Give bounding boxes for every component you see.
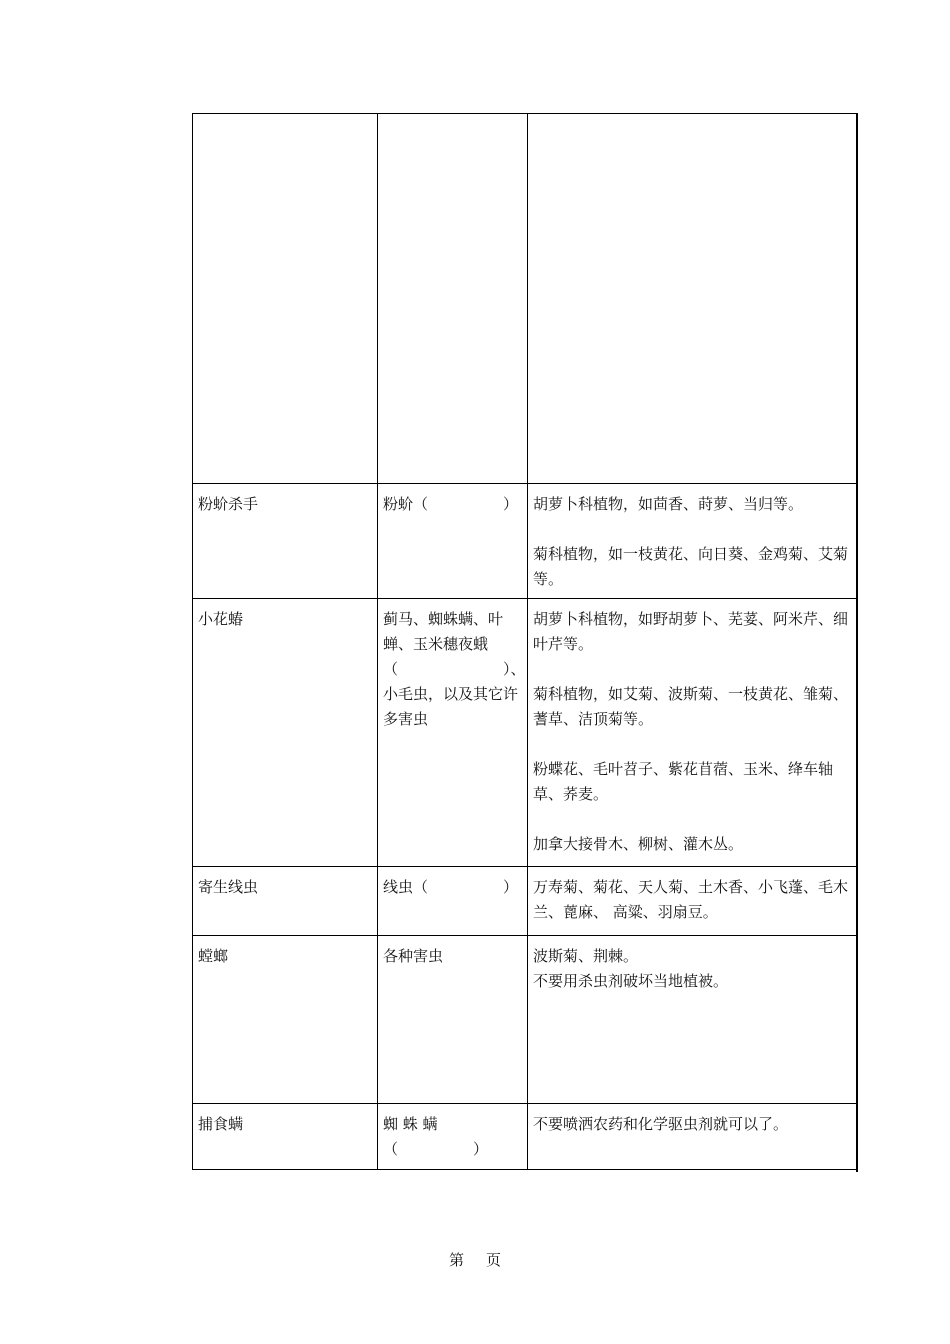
footer-label-right: 页 (486, 1251, 502, 1269)
plants-cell (528, 936, 857, 1104)
footer-label-left: 第 (448, 1251, 464, 1269)
prey-cell: 线虫（ ） (378, 867, 528, 936)
table-cell (528, 114, 857, 484)
plant-note: 万寿菊、菊花、天人菊、土木香、小飞蓬、毛木兰、蓖麻、 高粱、羽扇豆。 (533, 878, 849, 921)
plants-cell (528, 484, 857, 599)
table-row (193, 114, 857, 484)
plants-cell (528, 599, 857, 867)
plants-cell (528, 867, 857, 936)
table-row (193, 936, 857, 1104)
prey-cell: 粉蚧（ ） (378, 484, 528, 599)
plants-cell (528, 1104, 857, 1170)
table-cell (193, 114, 378, 484)
plant-note: 加拿大接骨木、柳树、灌木丛。 (533, 835, 744, 853)
beneficial-name: 螳螂 (193, 936, 378, 1104)
plant-note: 不要喷洒农药和化学驱虫剂就可以了。 (533, 1115, 789, 1133)
table-cell (378, 114, 528, 484)
beneficial-name: 粉蚧杀手 (193, 484, 378, 599)
plant-note: 菊科植物，如艾菊、波斯菊、一枝黄花、雏菊、蓍草、洁顶菊等。 (533, 685, 849, 728)
table-row (193, 484, 857, 599)
plant-note: 不要用杀虫剂破坏当地植被。 (533, 972, 729, 990)
table-row (193, 867, 857, 936)
table-row (193, 599, 857, 867)
plant-note: 粉蝶花、毛叶苕子、紫花苜蓿、玉米、绛车轴草、荞麦。 (533, 760, 834, 803)
plant-note: 波斯菊、荆棘。 (533, 947, 639, 965)
page-footer (0, 1249, 950, 1270)
table-row (193, 1104, 857, 1170)
prey-cell: 各种害虫 (378, 936, 528, 1104)
insect-plant-table (192, 113, 857, 1170)
beneficial-name: 小花蝽 (193, 599, 378, 867)
beneficial-name: 捕食螨 (193, 1104, 378, 1170)
prey-cell: 蓟马、蜘蛛螨、叶蝉、玉米穗夜蛾（ ）、小毛虫，以及其它许多害虫 (378, 599, 528, 867)
plant-note: 胡萝卜科植物，如茴香、莳萝、当归等。 (533, 495, 804, 513)
prey-cell: 蜘 蛛 螨 （ ） (378, 1104, 528, 1170)
plant-note: 胡萝卜科植物，如野胡萝卜、芜荽、阿米芹、细叶芹等。 (533, 610, 849, 653)
beneficial-name: 寄生线虫 (193, 867, 378, 936)
table-double-border (856, 113, 858, 1172)
plant-note: 菊科植物，如一枝黄花、向日葵、金鸡菊、艾菊等。 (533, 545, 849, 588)
